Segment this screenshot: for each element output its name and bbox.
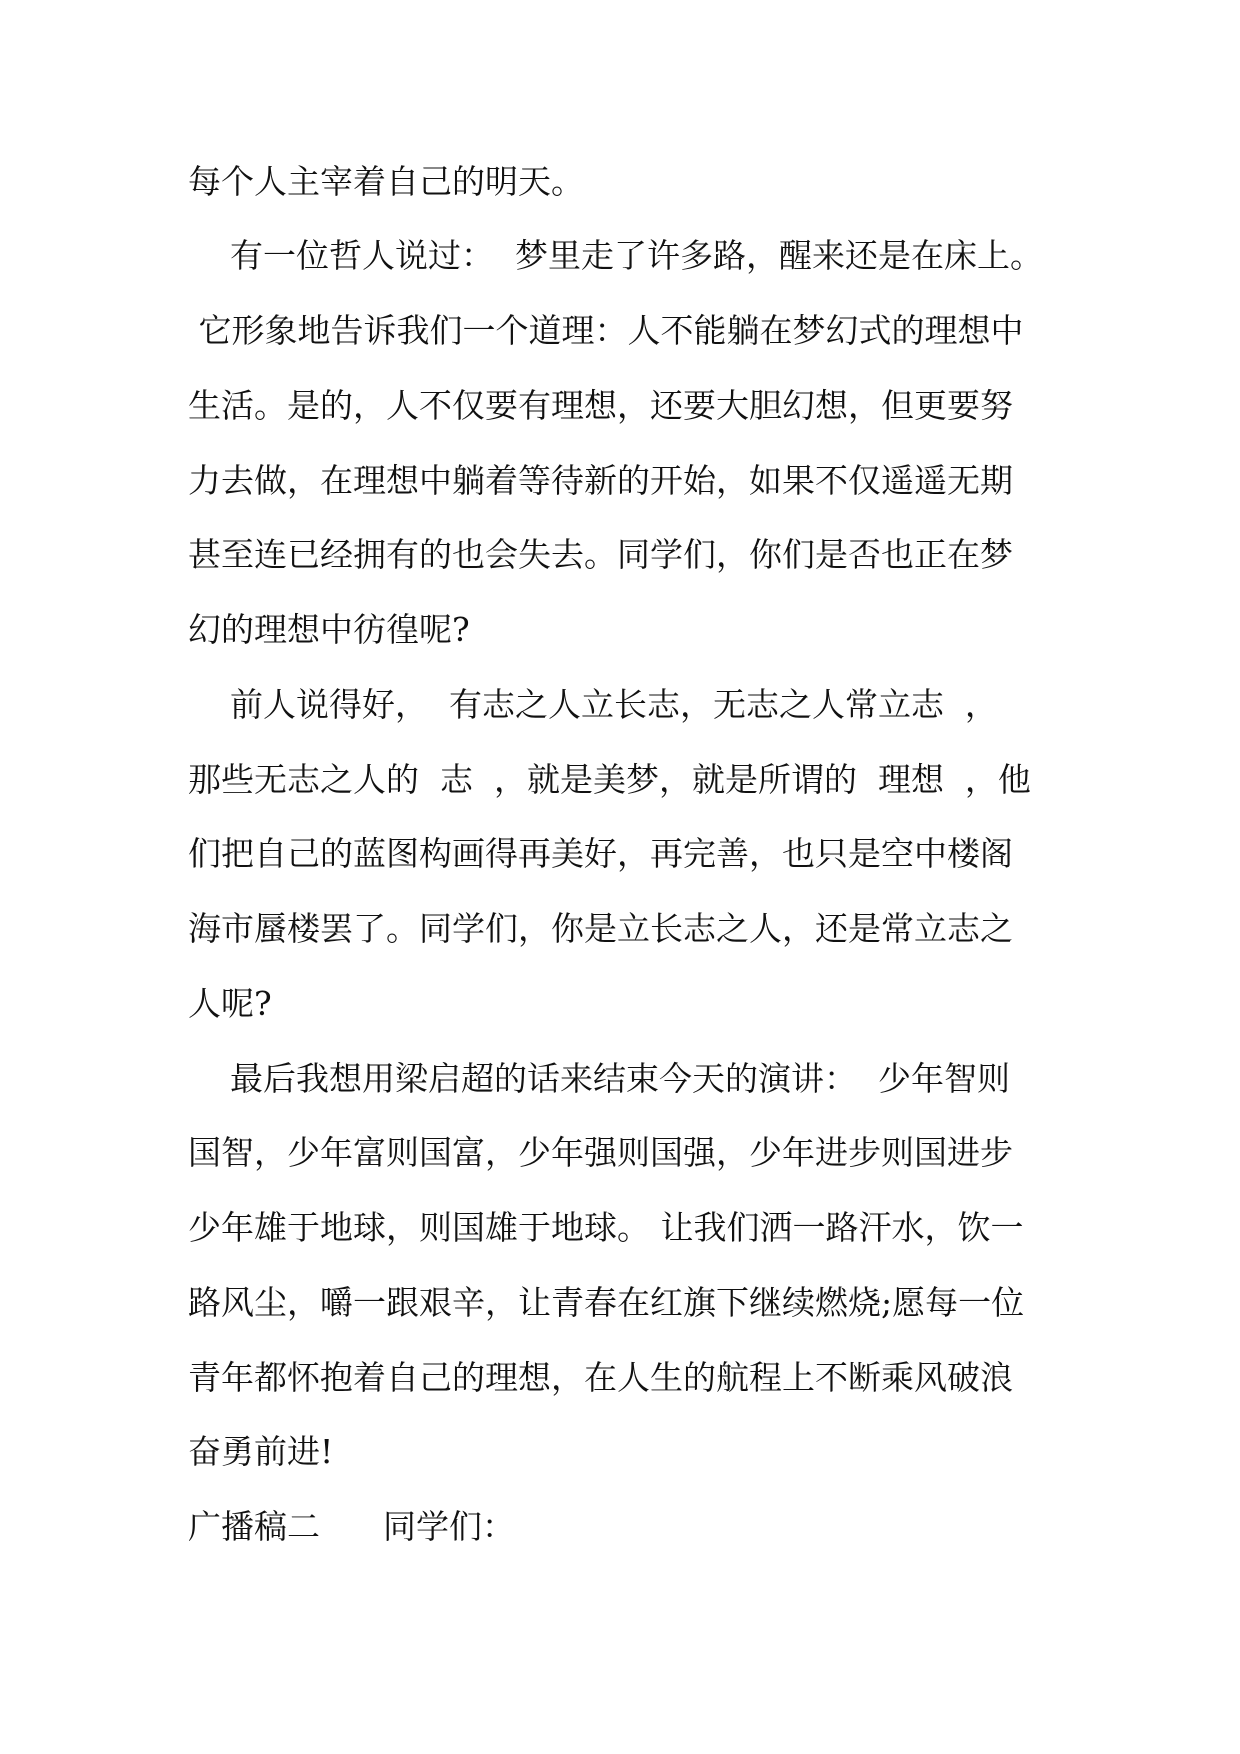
text-line: 力去做，在理想中躺着等待新的开始，如果不仅遥遥无期	[188, 461, 1013, 500]
text-line: 人呢?	[188, 984, 272, 1023]
text-line: 青年都怀抱着自己的理想，在人生的航程上不断乘风破浪	[188, 1358, 1013, 1397]
text-line: 少年雄于地球，则国雄于地球。 让我们洒一路汗水，饮一	[188, 1208, 1024, 1247]
text-line: 每个人主宰着自己的明天。	[188, 162, 584, 201]
text-line: 海市蜃楼罢了。同学们，你是立长志之人，还是常立志之	[188, 909, 1013, 948]
text-line: 甚至连已经拥有的也会失去。同学们，你们是否也正在梦	[188, 535, 1013, 574]
text-line: 奋勇前进!	[188, 1432, 334, 1471]
text-line: 生活。是的，人不仅要有理想，还要大胆幻想，但更要努	[188, 386, 1013, 425]
text-line: 最后我想用梁启超的话来结束今天的演讲： 少年智则	[188, 1059, 1010, 1098]
text-line: 幻的理想中彷徨呢?	[188, 610, 470, 649]
text-line: 有一位哲人说过： 梦里走了许多路，醒来还是在床上。	[188, 236, 1043, 275]
text-line: 它形象地告诉我们一个道理：人不能躺在梦幻式的理想中	[188, 311, 1024, 350]
text-line: 路风尘，嚼一跟艰辛，让青春在红旗下继续燃烧;愿每一位	[188, 1283, 1025, 1322]
text-line: 们把自己的蓝图构画得再美好，再完善，也只是空中楼阁	[188, 834, 1013, 873]
text-line: 那些无志之人的 志 ，就是美梦，就是所谓的 理想 ，他	[188, 760, 1031, 799]
text-line: 前人说得好， 有志之人立长志，无志之人常立志 ，	[188, 685, 998, 724]
section-heading: 广播稿二 同学们：	[188, 1507, 515, 1546]
text-line: 国智，少年富则国富，少年强则国强，少年进步则国进步	[188, 1133, 1013, 1172]
